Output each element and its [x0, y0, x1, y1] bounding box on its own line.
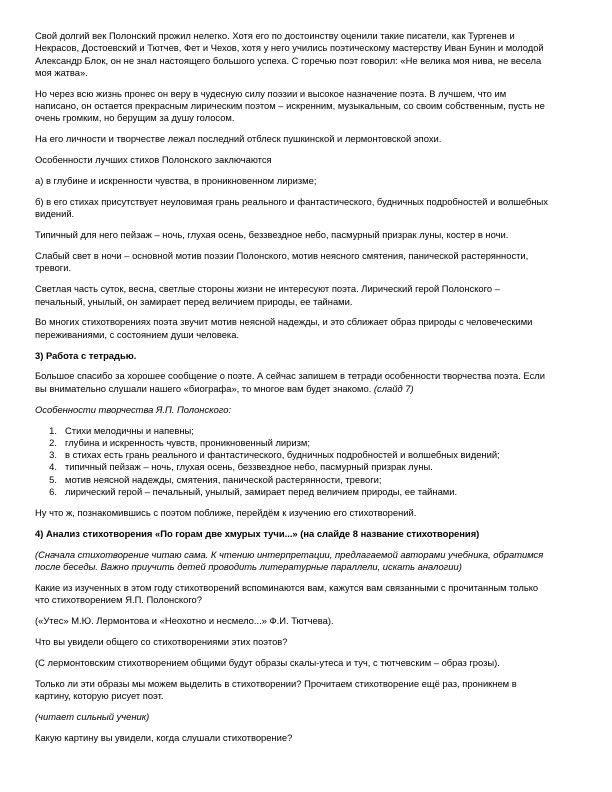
list-item: [35, 449, 552, 461]
list-text: в стихах есть грань реального и фантастического, будничных подробностей и волшебных видений;: [65, 449, 500, 461]
question: Какие из изученных в этом году стихотворений вспоминаются вам, кажутся вам связанными с прочитанным только что стихотворением Я.П. Полонского?: [35, 581, 539, 606]
list-item: [35, 425, 552, 437]
paragraph: б) в его стихах присутствует неуловимая грань реального и фантастического, будничных подробностей и волшебных видений.: [35, 195, 548, 220]
list-number: 3.: [49, 449, 57, 461]
work-text: Большое спасибо за хорошее сообщение о поэте. А сейчас запишем в тетради особенности творчества поэта. Если вы внимательно слушали нашего «биографа», то многое вам будет знакомо.: [35, 370, 545, 394]
paragraph: На его личности и творчестве лежал последний отблеск пушкинской и лермонтовской эпохи.: [35, 133, 442, 145]
answer: (С лермонтовским стихотворением общими будут образы скалы-утеса и туч, с тютчевским – образ грозы).: [35, 656, 500, 668]
list-text: мотив неясной надежды, смятения, панической растерянности, тревоги;: [65, 473, 382, 485]
paragraph: Свой долгий век Полонский прожил нелегко. Хотя его по достоинству оценили такие писатели, как Тургенев и Некрасов, Достоевский и Тютчев, Фет и Чехов, хотя у него учились поэтическому мастерству Иван Бунин и молодой Александр Блок, он не знал настоящего большого успеха. С горечью поэт говорил: «Не велика моя нива, не весела моя жатва».: [35, 30, 544, 78]
paragraph: а) в глубине и искренности чувства, в проникновенном лиризме;: [35, 175, 317, 187]
list-number: 2.: [49, 436, 57, 448]
answer: («Утес» М.Ю. Лермонтова и «Неохотно и несмело...» Ф.И. Тютчева).: [35, 615, 334, 627]
slide-note: (слайд 7): [373, 382, 414, 394]
section-heading: 3) Работа с тетрадью.: [35, 349, 137, 361]
question: Какую картину вы увидели, когда слушали стихотворение?: [35, 731, 293, 743]
list-title: Особенности творчества Я.П. Полонского:: [35, 403, 232, 415]
list-number: 5.: [49, 473, 57, 485]
list-text: глубина и искренность чувств, проникновенный лиризм;: [65, 436, 310, 448]
list-text: лирический герой – печальный, унылый, замирает перед величием природы, ее тайнами.: [65, 486, 458, 498]
paragraph: Но через всю жизнь пронес он веру в чудесную силу поэзии и высокое назначение поэта. В лучшем, что им написано, он остается прекрасным лирическим поэтом – искренним, музыкальным, со своим собственным, пусть не очень громким, но берущим за душу голосом.: [35, 87, 545, 124]
features-list: [35, 425, 552, 499]
list-text: Стихи мелодичны и напевны;: [65, 424, 194, 436]
teacher-note: (Сначала стихотворение читаю сама. К чтению интерпретации, предлагаемой авторами учебника, обратимся после беседы. Важно приучить детей проводить литературные параллели, искать аналогии): [35, 548, 544, 572]
paragraph-work: [35, 370, 552, 395]
list-item: [35, 461, 552, 473]
question: Что вы увидели общего со стихотворениями этих поэтов?: [35, 635, 288, 647]
paragraph: Слабый свет в ночи – основной мотив поэзии Полонского, мотив неясного смятения, панической растерянности, тревоги.: [35, 250, 529, 274]
section-heading: 4) Анализ стихотворения «По горам две хмурых тучи...» (на слайде 8 название стихотворения): [35, 527, 480, 539]
list-item: [35, 437, 552, 449]
list-text: типичный пейзаж – ночь, глухая осень, беззвездное небо, пасмурный призрак луны.: [65, 461, 433, 473]
list-number: 1.: [49, 424, 57, 436]
question: Только ли эти образы мы можем выделить в стихотворении? Прочитаем стихотворение ещё раз, проникнем в картину, которую рисует поэт.: [35, 677, 517, 702]
paragraph: Ну что ж, познакомившись с поэтом поближе, перейдём к изучению его стихотворений.: [35, 506, 417, 518]
paragraph: Светлая часть суток, весна, светлые стороны жизни не интересуют поэта. Лирический герой Полонского – печальный, унылый, он замирает перед величием природы, ее тайнами.: [35, 283, 500, 307]
teacher-note: (читает сильный ученик): [35, 710, 150, 722]
list-number: 6.: [49, 486, 57, 498]
paragraph: Типичный для него пейзаж – ночь, глухая осень, беззвездное небо, пасмурный призрак луны, костер в ночи.: [35, 229, 509, 241]
list-number: 4.: [49, 461, 57, 473]
list-item: [35, 474, 552, 486]
list-item: [35, 486, 552, 498]
paragraph: Особенности лучших стихов Полонского заключаются: [35, 154, 272, 166]
paragraph: Во многих стихотворениях поэта звучит мотив неясной надежды, и это сближает образ природы с человеческими переживаниями, с состоянием души человека.: [35, 316, 533, 340]
